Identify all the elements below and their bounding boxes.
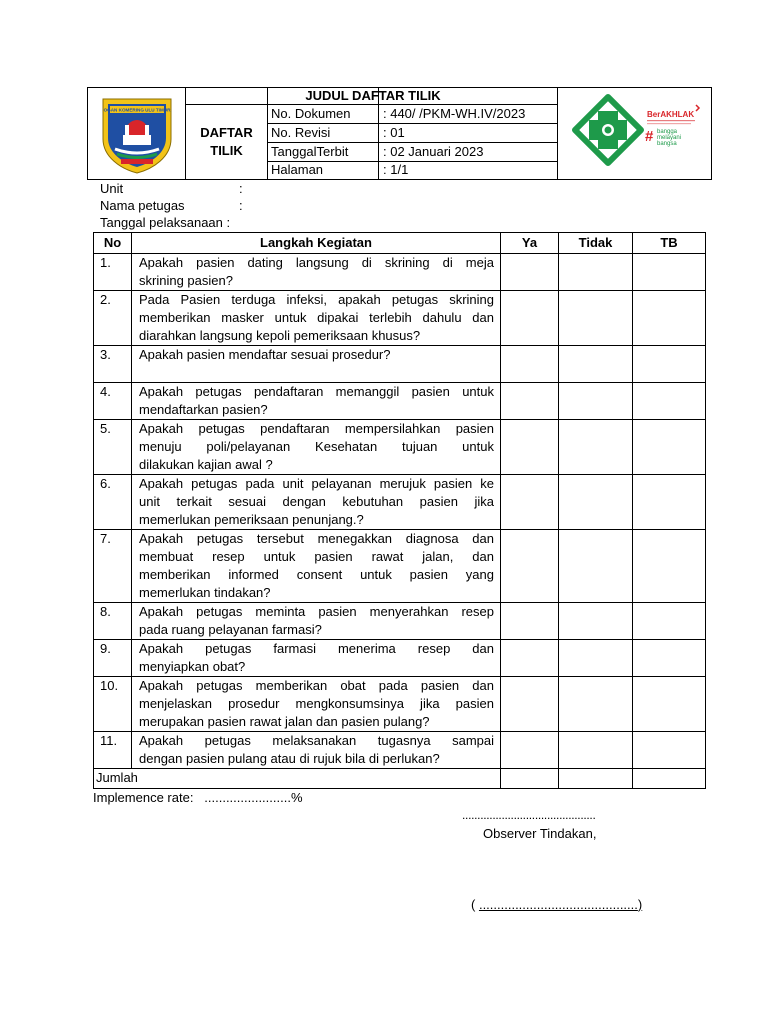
issue-date-value: : 02 Januari 2023 [383, 144, 484, 159]
activity-step-line: mendaftarkan pasien? [139, 402, 268, 417]
activity-step-line: Apakah petugas pada unit pelayanan merujuk pasien ke [139, 476, 494, 491]
doc-number-value: : 440/ /PKM-WH.IV/2023 [383, 106, 526, 121]
activity-step [132, 530, 501, 603]
unit-field [100, 180, 243, 198]
activity-step-line: menjelaskan prosedur mengkonsumsinya jika pasien [139, 696, 494, 711]
check-cell-ya[interactable] [501, 677, 559, 732]
check-cell-ya[interactable] [501, 475, 559, 530]
unit-colon: : [239, 181, 243, 196]
activity-step-line: memberikan informed consent untuk pasien yang [139, 567, 494, 582]
svg-text:bangga: bangga [657, 129, 678, 135]
activity-step [132, 291, 501, 346]
check-cell-ya[interactable] [501, 603, 559, 640]
implementation-date-label: Tanggal pelaksanaan : [100, 215, 231, 230]
activity-step-line: merupakan pasien rawat jalan dan pasien pulang? [139, 714, 430, 729]
svg-text:melayani: melayani [657, 135, 682, 141]
svg-text:bangsa: bangsa [657, 141, 677, 147]
check-cell-tidak[interactable] [559, 732, 633, 769]
activity-step-line: memerlukan pemeriksaan penunjang.? [139, 512, 364, 527]
check-cell-tb[interactable] [633, 346, 706, 383]
total-label: Jumlah [94, 769, 501, 789]
implementation-date-field [100, 214, 230, 232]
officer-name-colon: : [239, 198, 243, 213]
check-cell-tb[interactable] [633, 640, 706, 677]
berakhlak-logo [645, 105, 699, 147]
check-cell-tidak[interactable] [559, 677, 633, 732]
check-cell-tb[interactable] [633, 677, 706, 732]
activity-step [132, 420, 501, 475]
puskesmas-cross-icon [575, 97, 641, 163]
check-cell-tidak[interactable] [559, 254, 633, 291]
total-tb-cell[interactable] [633, 769, 706, 789]
row-number: 8. [94, 603, 132, 640]
row-number: 7. [94, 530, 132, 603]
col-header-tb: TB [633, 233, 706, 254]
check-cell-tb[interactable] [633, 254, 706, 291]
implementation-rate: Implemence rate: ........................% [93, 790, 303, 805]
svg-text:#: # [645, 128, 654, 145]
activity-step-line: dengan pasien pulang atau di rujuk bila di perlukan? [139, 751, 440, 766]
row-number: 5. [94, 420, 132, 475]
activity-step-line: diarahkan langsung kepoli pemeriksaan khusus? [139, 328, 421, 343]
activity-step [132, 475, 501, 530]
activity-step [132, 640, 501, 677]
activity-step-line: Apakah petugas pendaftaran memanggil pasien untuk [139, 384, 494, 399]
check-cell-ya[interactable] [501, 346, 559, 383]
activity-step-line: Apakah petugas memberikan obat pada pasien dan [139, 678, 494, 693]
activity-step [132, 383, 501, 420]
check-cell-ya[interactable] [501, 530, 559, 603]
document-header [87, 87, 712, 180]
revision-value: : 01 [383, 125, 405, 140]
observer-signature-line: ............................................ [462, 808, 596, 822]
table-row [94, 420, 706, 475]
activity-step-line: Apakah petugas meminta pasien menyerahkan resep [139, 604, 494, 619]
activity-step-line: menyiapkan obat? [139, 659, 246, 674]
issue-date-label: TanggalTerbit [271, 144, 349, 159]
regency-crest-logo [97, 95, 177, 175]
table-row [94, 383, 706, 420]
row-number: 6. [94, 475, 132, 530]
check-cell-ya[interactable] [501, 383, 559, 420]
row-number: 10. [94, 677, 132, 732]
page-value: : 1/1 [383, 162, 409, 177]
revision-label: No. Revisi [271, 125, 331, 140]
activity-step-line: dilakukan kajian awal ? [139, 457, 273, 472]
col-header-step: Langkah Kegiatan [132, 233, 501, 254]
total-row [94, 769, 706, 789]
officer-name-label: Nama petugas [100, 198, 185, 213]
activity-step-line: pada ruang pelayanan farmasi? [139, 622, 322, 637]
activity-step [132, 346, 501, 383]
health-center-logo [565, 93, 707, 175]
svg-text:OGAN KOMERING ULU TIMUR: OGAN KOMERING ULU TIMUR [103, 107, 171, 113]
col-header-no: No [94, 233, 132, 254]
table-row [94, 346, 706, 383]
table-row [94, 254, 706, 291]
activity-step [132, 732, 501, 769]
row-number: 3. [94, 346, 132, 383]
check-cell-tidak[interactable] [559, 640, 633, 677]
activity-step-line: membuat resep untuk pasien rawat jalan, dan [139, 549, 494, 564]
check-cell-ya[interactable] [501, 420, 559, 475]
activity-step-line: Apakah petugas farmasi menerima resep dan [139, 641, 494, 656]
check-cell-tb[interactable] [633, 383, 706, 420]
total-tidak-cell[interactable] [559, 769, 633, 789]
officer-name-field [100, 197, 243, 215]
check-cell-tb[interactable] [633, 420, 706, 475]
check-cell-tidak[interactable] [559, 291, 633, 346]
check-cell-tb[interactable] [633, 530, 706, 603]
activity-step-line: Pada Pasien terduga infeksi, apakah petugas skrining [139, 292, 494, 307]
check-cell-tidak[interactable] [559, 346, 633, 383]
check-cell-ya[interactable] [501, 732, 559, 769]
check-cell-tidak[interactable] [559, 475, 633, 530]
table-row [94, 640, 706, 677]
row-number: 9. [94, 640, 132, 677]
col-header-ya: Ya [501, 233, 559, 254]
doc-number-label: No. Dokumen [271, 106, 351, 121]
row-number: 1. [94, 254, 132, 291]
check-cell-tb[interactable] [633, 475, 706, 530]
activity-step-line: unit terkait sesuai dengan kebutuhan pasien jika [139, 494, 494, 509]
activity-step [132, 254, 501, 291]
check-cell-tidak[interactable] [559, 383, 633, 420]
check-cell-tidak[interactable] [559, 603, 633, 640]
check-cell-ya[interactable] [501, 640, 559, 677]
activity-step [132, 603, 501, 640]
check-cell-ya[interactable] [501, 291, 559, 346]
check-cell-ya[interactable] [501, 254, 559, 291]
table-header-row [94, 233, 706, 254]
col-header-tidak: Tidak [559, 233, 633, 254]
document-type: DAFTAR TILIK [200, 125, 253, 158]
page-label: Halaman [271, 162, 324, 177]
row-number: 11. [94, 732, 132, 769]
activity-step-line: Apakah petugas pendaftaran mempersilahkan pasien [139, 421, 494, 436]
checklist-table [93, 232, 706, 789]
activity-step-line: memerlukan tindakan? [139, 585, 271, 600]
activity-step-line: menuju poli/pelayanan Kesehatan tujuan untuk [139, 439, 494, 454]
activity-step-line: Apakah petugas melaksanakan tugasnya sampai [139, 733, 494, 748]
check-cell-tidak[interactable] [559, 530, 633, 603]
check-cell-tb[interactable] [633, 291, 706, 346]
table-row [94, 530, 706, 603]
table-row [94, 603, 706, 640]
activity-step-line: Apakah pasien mendaftar sesuai prosedur? [139, 347, 391, 362]
activity-step-line: memberikan masker untuk dipakai terlebih dahulu dan [139, 310, 494, 325]
activity-step-line: skrining pasien? [139, 273, 233, 288]
document-title: JUDUL DAFTAR TILIK [305, 88, 441, 103]
unit-label: Unit [100, 181, 124, 196]
activity-step-line [139, 364, 494, 382]
table-row [94, 677, 706, 732]
table-row [94, 475, 706, 530]
row-number: 2. [94, 291, 132, 346]
check-cell-tb[interactable] [633, 732, 706, 769]
table-row [94, 291, 706, 346]
total-ya-cell[interactable] [501, 769, 559, 789]
activity-step-line: Apakah pasien dating langsung di skrining di meja [139, 255, 494, 270]
table-row [94, 732, 706, 769]
svg-text:BerAKHLAK: BerAKHLAK [647, 110, 695, 119]
activity-step-line: Apakah petugas tersebut menegakkan diagnosa dan [139, 531, 494, 546]
activity-step [132, 677, 501, 732]
observer-label: Observer Tindakan, [483, 826, 597, 841]
row-number: 4. [94, 383, 132, 420]
check-cell-tidak[interactable] [559, 420, 633, 475]
check-cell-tb[interactable] [633, 603, 706, 640]
observer-name-line: ( ............................................) [471, 897, 643, 912]
